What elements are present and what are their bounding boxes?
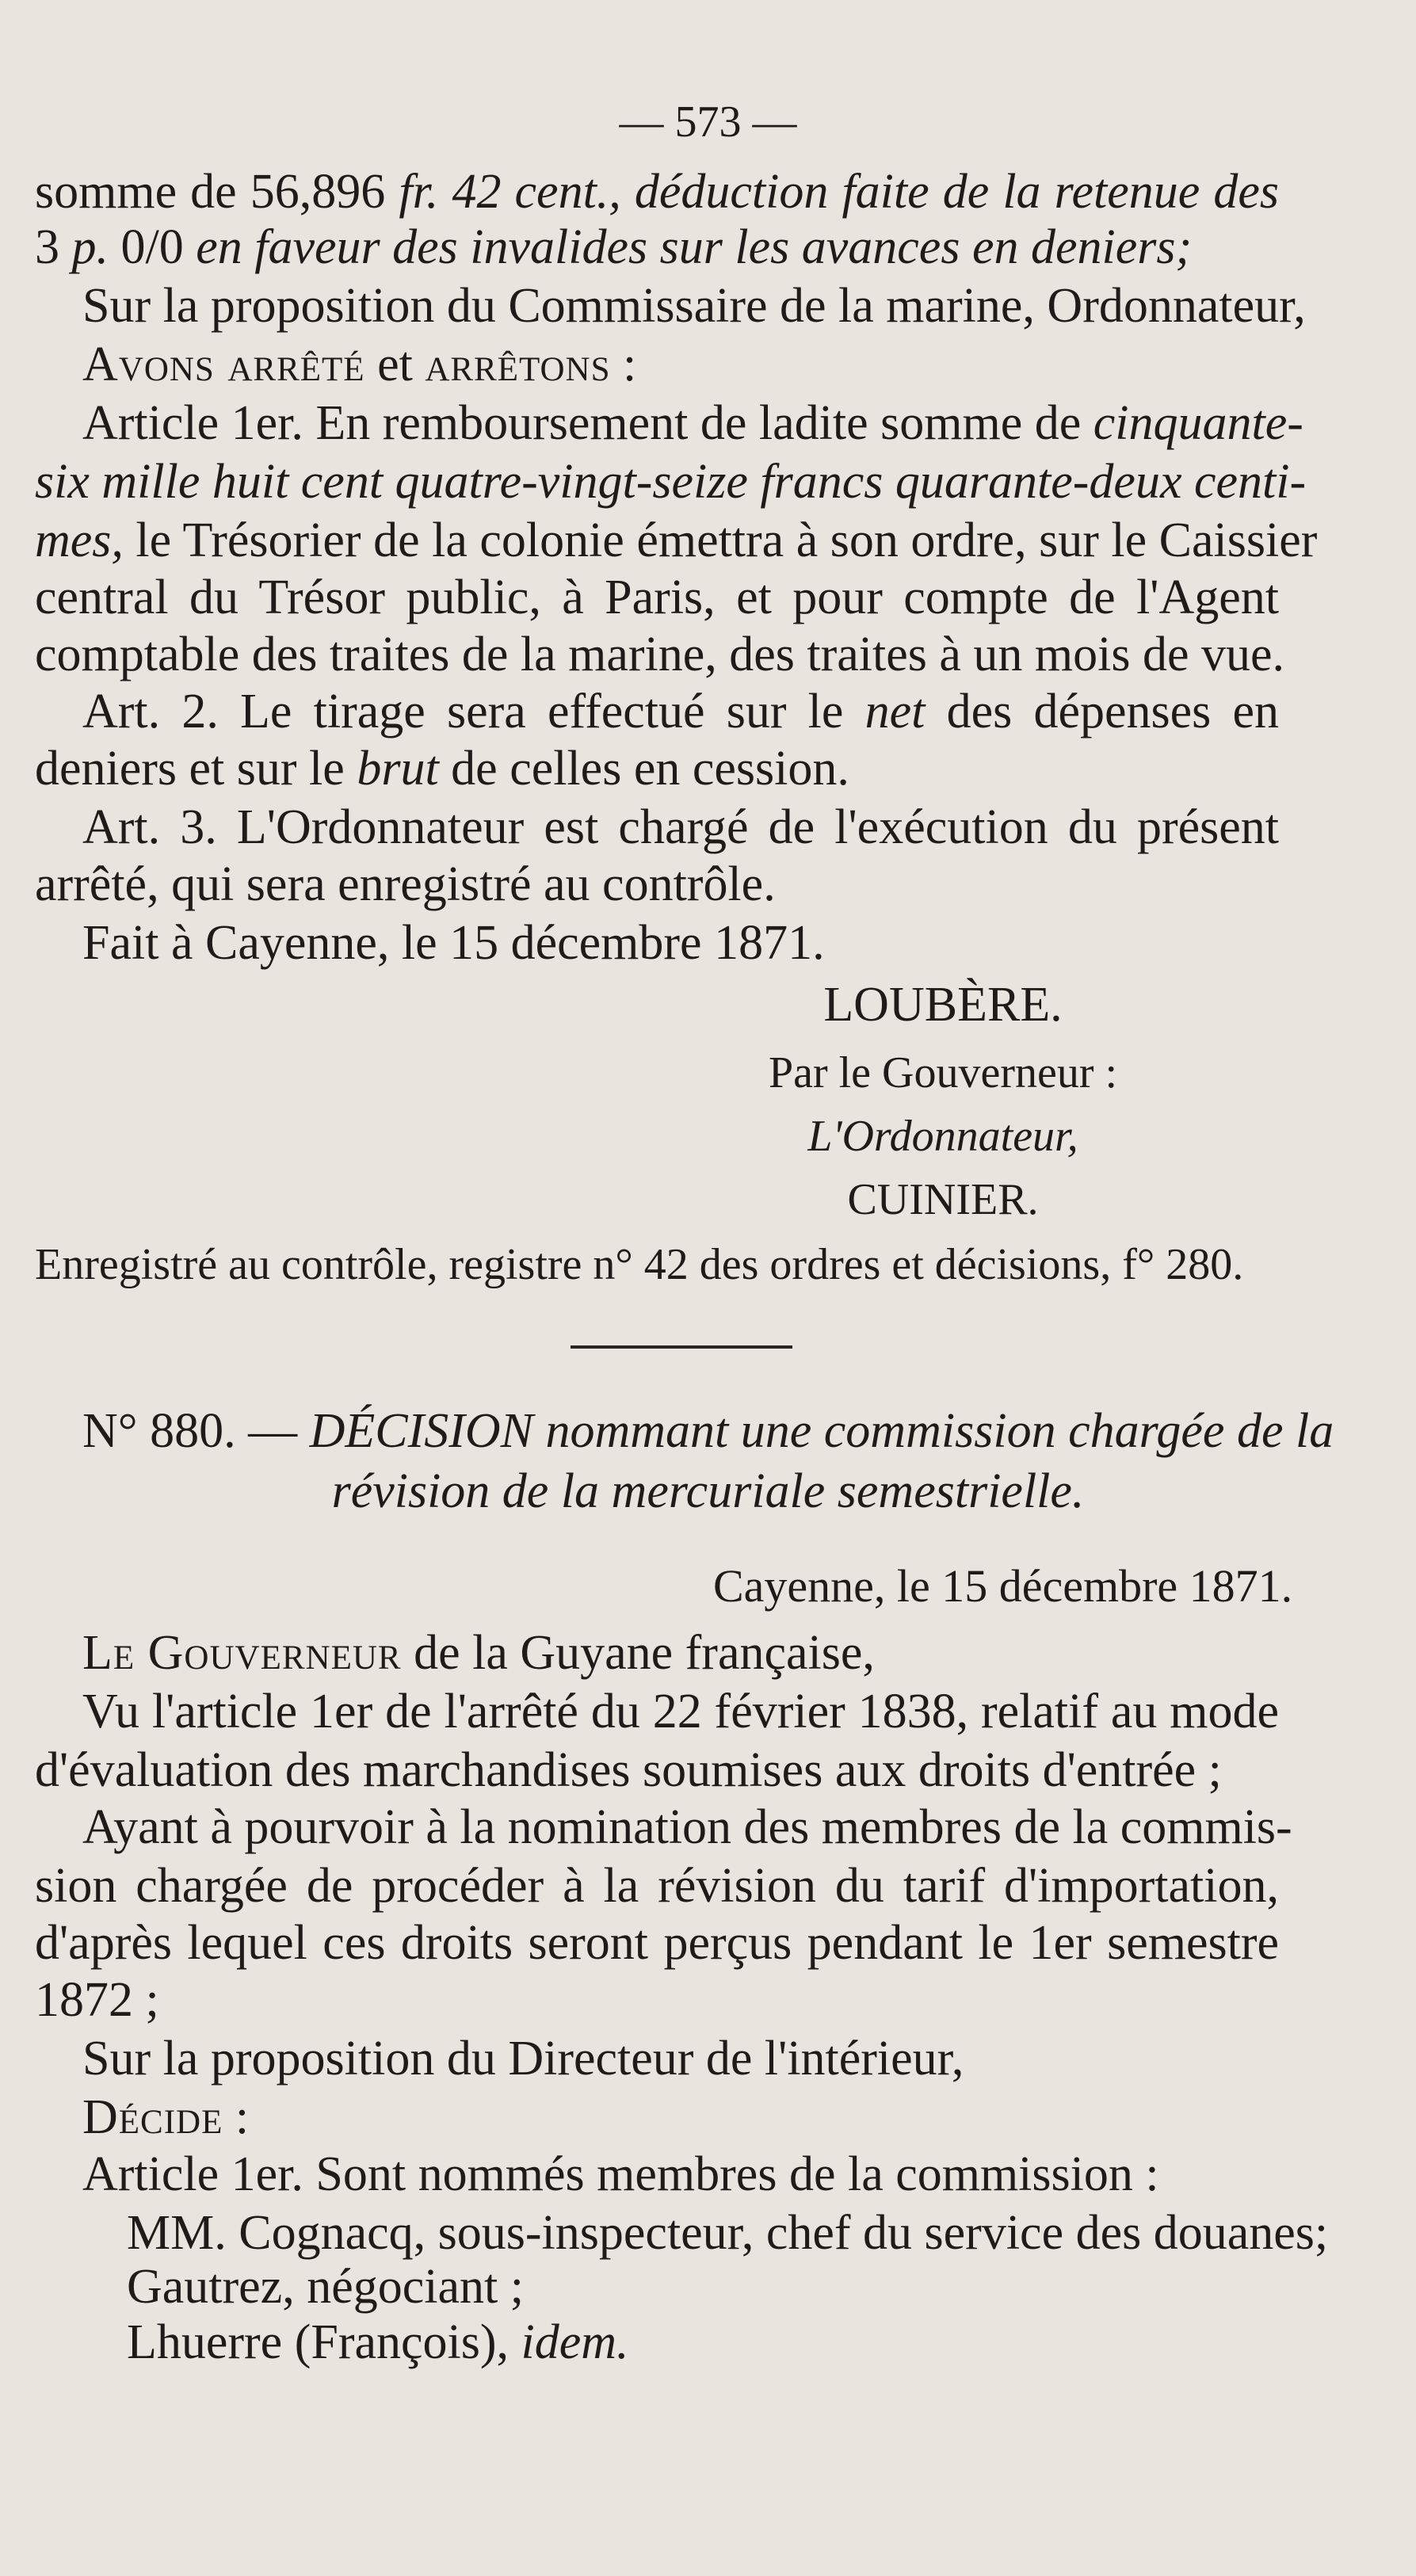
text-run: 1872 ; (35, 1973, 159, 2027)
text-run: cinquante- (1093, 396, 1303, 450)
text-run: Avons arrêté (82, 338, 365, 391)
text-run: le Trésorier de la colonie émettra à son ordre, sur le Caissier (123, 513, 1318, 567)
signature-name (697, 976, 1189, 1033)
text-run: somme de 56,896 (35, 165, 399, 219)
text-line (82, 2030, 964, 2087)
text-run: d'après lequel ces droits seront perçus pendant le 1er semestre (35, 1916, 1279, 1970)
text-line (35, 453, 1307, 510)
text-run: CUINIER. (847, 1175, 1039, 1224)
text-run: des dépenses en (925, 685, 1279, 738)
text-line (35, 163, 1279, 220)
text-line (82, 683, 1279, 740)
commission-member (127, 2204, 1328, 2261)
text-run: Article 1er. Sont nommés membres de la commission : (82, 2147, 1159, 2201)
text-run: Fait à Cayenne, le 15 décembre 1871. (82, 916, 825, 970)
text-run: Décide (82, 2090, 223, 2144)
text-run: : (223, 2090, 250, 2144)
signature-name-2 (697, 1171, 1189, 1228)
text-line (35, 856, 776, 913)
text-run: 3 (35, 220, 72, 274)
text-run: en faveur des invalides sur les avances en deniers; (196, 220, 1193, 274)
text-line (82, 1683, 1279, 1740)
text-line (82, 336, 636, 393)
text-run: comptable des traites de la marine, des traites à un mois de vue. (35, 628, 1285, 681)
text-run: LOUBÈRE. (823, 978, 1063, 1032)
decision-place-date (713, 1558, 1293, 1615)
text-run: : (610, 338, 637, 391)
text-run: Sur la proposition du Directeur de l'intérieur, (82, 2032, 964, 2086)
section-divider (571, 1345, 792, 1349)
text-run: deniers et sur le (35, 742, 357, 796)
text-run: arrêtons (425, 338, 611, 391)
text-run: DÉCISION nommant une commission chargée de la (309, 1404, 1334, 1458)
commission-member (127, 2314, 629, 2371)
text-line (35, 512, 1318, 569)
text-run: central du Trésor public, à Paris, et pour compte de l'Agent (35, 571, 1279, 624)
text-line (82, 914, 825, 971)
decision-title-line-2 (0, 1463, 1416, 1520)
text-run: Enregistré au contrôle, registre n° 42 des ordres et décisions, f° 280. (35, 1240, 1244, 1289)
text-run: Art. 3. L'Ordonnateur est chargé de l'exécution du présent (82, 800, 1279, 854)
text-run: révision de la mercuriale semestrielle. (331, 1464, 1085, 1518)
text-line (35, 1914, 1279, 1971)
text-line (82, 1799, 1292, 1856)
text-run: p. (71, 220, 109, 274)
text-line (82, 2146, 1159, 2203)
text-run: idem. (521, 2315, 629, 2369)
text-run: Sur la proposition du Commissaire de la marine, Ordonnateur, (82, 279, 1306, 333)
signature-role (697, 1108, 1189, 1165)
text-run: N° 880. — (82, 1404, 310, 1458)
text-line (35, 1857, 1279, 1914)
text-run: fr. 42 cent., déduction faite de la retenue des (399, 165, 1279, 219)
text-line (35, 626, 1285, 683)
text-line (82, 2089, 249, 2146)
text-run: six mille huit cent quatre-vingt-seize francs quarante-deux centi- (35, 455, 1307, 509)
text-line (35, 1971, 159, 2028)
text-run: sion chargée de procéder à la révision du tarif d'importation, (35, 1859, 1279, 1913)
text-run: de la Guyane française, (401, 1626, 875, 1680)
text-line (35, 740, 849, 797)
decision-title-line-1 (82, 1402, 1334, 1460)
text-run: Art. 2. Le tirage sera effectué sur le (82, 685, 865, 738)
text-line (35, 569, 1279, 626)
text-run: de celles en cession. (438, 742, 849, 796)
text-line (35, 219, 1192, 276)
text-run: Gautrez, négociant ; (127, 2260, 524, 2314)
text-line (82, 395, 1303, 452)
text-run: MM. Cognacq, sous-inspecteur, chef du service des douanes; (127, 2206, 1329, 2260)
text-run: Par le Gouverneur : (768, 1048, 1118, 1097)
text-run: Le Gouverneur (82, 1626, 402, 1680)
text-line (35, 1742, 1222, 1799)
text-run: net (864, 685, 926, 738)
page-number: — 573 — (619, 97, 797, 147)
text-line (82, 1624, 875, 1681)
text-run: Cayenne, le 15 décembre 1871. (713, 1560, 1293, 1612)
text-run: brut (357, 742, 439, 796)
text-run: Vu l'article 1er de l'arrêté du 22 février 1838, relatif au mode (82, 1685, 1279, 1738)
text-run: 0/0 (109, 220, 197, 274)
text-line (82, 277, 1306, 334)
text-run: et (364, 338, 426, 391)
text-run: mes, (35, 513, 124, 567)
text-run: arrêté, qui sera enregistré au contrôle. (35, 857, 776, 911)
registration-note (35, 1236, 1243, 1293)
text-line (82, 799, 1279, 856)
text-run: d'évaluation des marchandises soumises aux droits d'entrée ; (35, 1743, 1222, 1797)
commission-member (127, 2258, 524, 2315)
text-run: Ayant à pourvoir à la nomination des membres de la commis- (82, 1800, 1292, 1854)
signature-by (697, 1044, 1189, 1101)
text-run: Article 1er. En remboursement de ladite somme de (82, 396, 1093, 450)
text-run: L'Ordonnateur, (807, 1112, 1078, 1161)
text-run: Lhuerre (François), (127, 2315, 521, 2369)
